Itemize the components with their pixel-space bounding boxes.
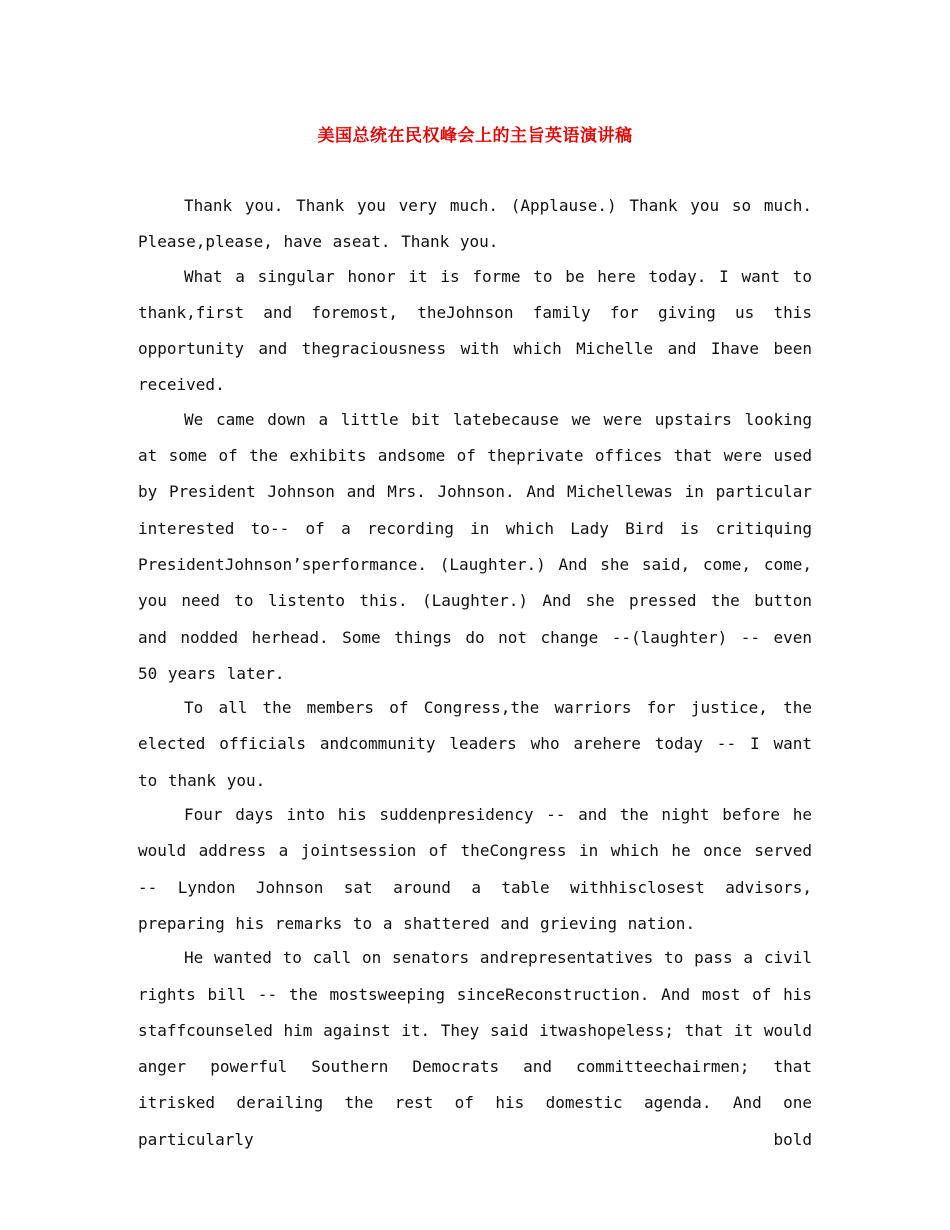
document-title: 美国总统在民权峰会上的主旨英语演讲稿 bbox=[317, 126, 633, 146]
paragraph-3: We came down a little bit latebecause we were upstairs looking at some of the exhibits andsome of theprivate offices that were used by President Johnson and Mrs. Johnson. And Michellewas in particular interested to-- of a recording in which Lady Bird is critiquing PresidentJohnson’sperformance. (Laughter.) And she said, come, come, you need to listento this. (Laughter.) And she pressed the button and nodded herhead. Some things do not change --(laughter) -- even 50 years later. bbox=[138, 409, 812, 683]
paragraph-4: To all the members of Congress,the warriors for justice, the elected officials andcommunity leaders who arehere today -- I want to thank you. bbox=[138, 698, 812, 790]
document-body bbox=[138, 188, 812, 1156]
paragraph-5: Four days into his suddenpresidency -- and the night before he would address a jointsession of theCongress in which he once served -- Lyndon Johnson sat around a table withhisclosest advisors, preparing his remarks to a shattered and grieving nation. bbox=[138, 805, 812, 933]
paragraph-1: Thank you. Thank you very much. (Applause.) Thank you so much. Please,please, have aseat. Thank you. bbox=[138, 196, 812, 252]
paragraph-2: What a singular honor it is forme to be here today. I want to thank,first and foremost, theJohnson family for giving us this opportunity and thegraciousness with which Michelle and Ihave been received. bbox=[138, 266, 812, 395]
paragraph-6: He wanted to call on senators andrepresentatives to pass a civil rights bill -- the mostsweeping sinceReconstruction. And most of his staffcounseled him against it. They said itwashopeless; that it would anger powerful Southern Democrats and committeechairmen; that itrisked derailing the rest of his domestic agenda. And one particularly bold bbox=[138, 948, 812, 1149]
